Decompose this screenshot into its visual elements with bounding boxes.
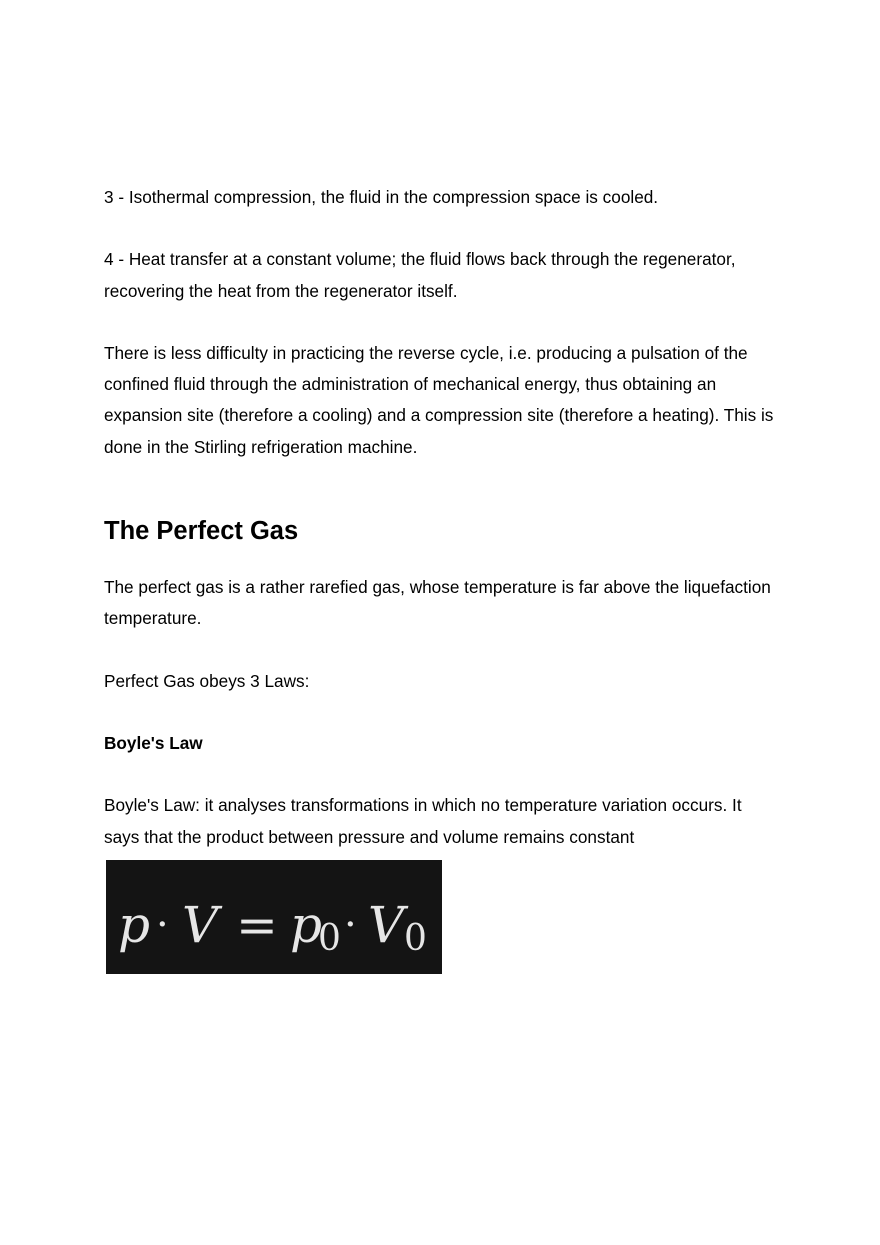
formula-p0-sub: 0 xyxy=(318,917,341,959)
formula-dot-1: · xyxy=(156,901,169,948)
paragraph-laws-intro: Perfect Gas obeys 3 Laws: xyxy=(104,670,310,691)
paragraph-step-4: 4 - Heat transfer at a constant volume; the fluid flows back through the regenerator, recovering the heat from the regenerator itself. xyxy=(104,249,736,301)
paragraph-step-3: 3 - Isothermal compression, the fluid in the compression space is cooled. xyxy=(104,187,659,207)
formula-V: V xyxy=(182,895,219,954)
formula-p: p xyxy=(118,895,151,954)
paragraph-boyles-law: Boyle's Law: it analyses transformations in which no temperature variation occurs. It says that the product between pressure and volume remains constant xyxy=(104,795,742,847)
formula-V0-base: V xyxy=(368,895,405,954)
formula-V0-sub: 0 xyxy=(404,917,427,959)
formula-svg xyxy=(106,860,442,974)
paragraph-reverse-cycle: There is less difficulty in practicing the reverse cycle, i.e. producing a pulsation of the confined fluid through the administration of mechanical energy, thus obtaining an expansion site (therefore a cooling) and a compression site (therefore a heating). This is done in the Stirling refrigeration machine. xyxy=(104,342,774,457)
formula-dot-2: · xyxy=(344,901,357,948)
page-content xyxy=(104,182,780,974)
formula-p0-base: p xyxy=(290,895,323,954)
paragraph-perfect-gas-intro: The perfect gas is a rather rarefied gas, whose temperature is far above the liquefaction temperature. xyxy=(104,577,771,629)
boyles-law-heading: Boyle's Law xyxy=(104,732,203,753)
section-heading: The Perfect Gas xyxy=(104,517,299,546)
formula-equals: = xyxy=(236,895,278,954)
boyles-law-formula-image xyxy=(106,860,442,974)
